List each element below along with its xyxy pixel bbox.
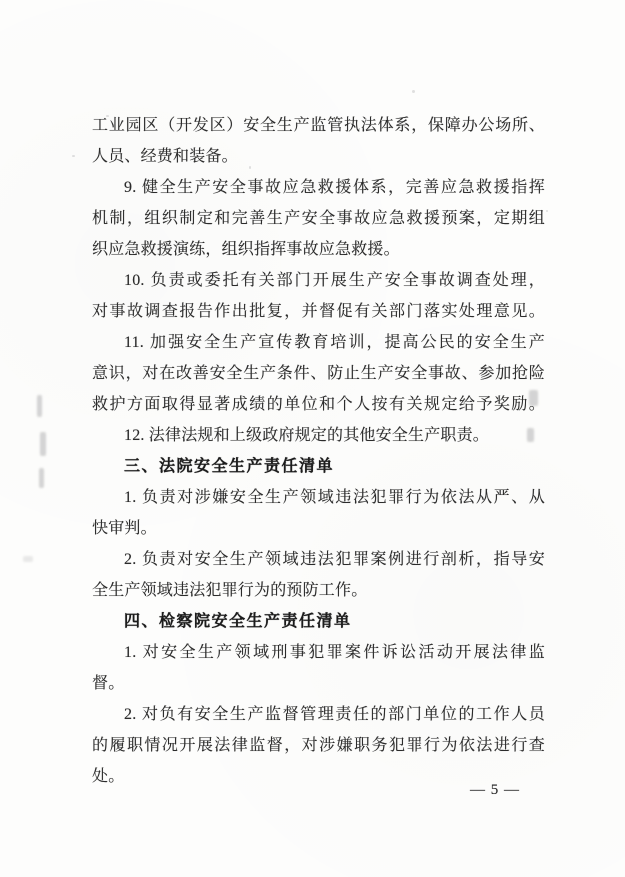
text-line: 对事故调查报告作出批复，并督促有关部门落实处理意见。 xyxy=(92,303,545,320)
text-line: 意识，对在改善安全生产条件、防止生产安全事故、参加抢险 xyxy=(92,365,545,382)
scan-speck xyxy=(412,90,415,93)
text-line: 10. 负责或委托有关部门开展生产安全事故调查处理， xyxy=(124,272,545,289)
text-line: 工业园区（开发区）安全生产监管执法体系，保障办公场所、 xyxy=(92,117,545,134)
document-body xyxy=(92,110,545,792)
scan-artifact xyxy=(39,468,44,488)
text-line: 督。 xyxy=(92,675,125,692)
text-line: 机制，组织制定和完善生产安全事故应急救援预案，定期组 xyxy=(92,210,545,227)
text-line: 1. 负责对涉嫌安全生产领域违法犯罪行为依法从严、从 xyxy=(124,489,545,506)
text-line: 人员、经费和装备。 xyxy=(92,148,238,165)
text-line: 11. 加强安全生产宣传教育培训，提高公民的安全生产 xyxy=(124,334,545,351)
section-heading: 三、法院安全生产责任清单 xyxy=(124,458,335,475)
text-line: 全生产领域违法犯罪行为的预防工作。 xyxy=(92,582,368,599)
page-number: — 5 — xyxy=(470,782,520,798)
text-line: 救护方面取得显著成绩的单位和个人按有关规定给予奖励。 xyxy=(92,396,545,413)
scan-speck xyxy=(249,166,251,169)
text-line: 9. 健全生产安全事故应急救援体系，完善应急救援指挥 xyxy=(124,179,545,196)
text-line: 快审判。 xyxy=(92,520,157,537)
scan-artifact xyxy=(527,428,534,442)
scan-artifact xyxy=(37,395,42,417)
scan-artifact xyxy=(23,556,33,562)
scan-speck xyxy=(72,155,75,157)
scan-speck xyxy=(106,115,109,117)
text-line: 处。 xyxy=(92,768,125,785)
text-line: 2. 负责对安全生产领域违法犯罪案例进行剖析，指导安 xyxy=(124,551,545,568)
scan-artifact xyxy=(529,390,538,406)
text-line: 1. 对安全生产领域刑事犯罪案件诉讼活动开展法律监 xyxy=(124,644,545,661)
text-line: 织应急救援演练，组织指挥事故应急救援。 xyxy=(92,241,400,258)
text-line: 2. 对负有安全生产监督管理责任的部门单位的工作人员 xyxy=(124,706,545,723)
scan-artifact xyxy=(40,432,46,456)
text-line: 的履职情况开展法律监督，对涉嫌职务犯罪行为依法进行查 xyxy=(92,737,545,754)
section-heading: 四、检察院安全生产责任清单 xyxy=(124,613,352,630)
text-line: 12. 法律法规和上级政府规定的其他安全生产职责。 xyxy=(124,427,490,444)
scan-speck xyxy=(546,210,548,212)
